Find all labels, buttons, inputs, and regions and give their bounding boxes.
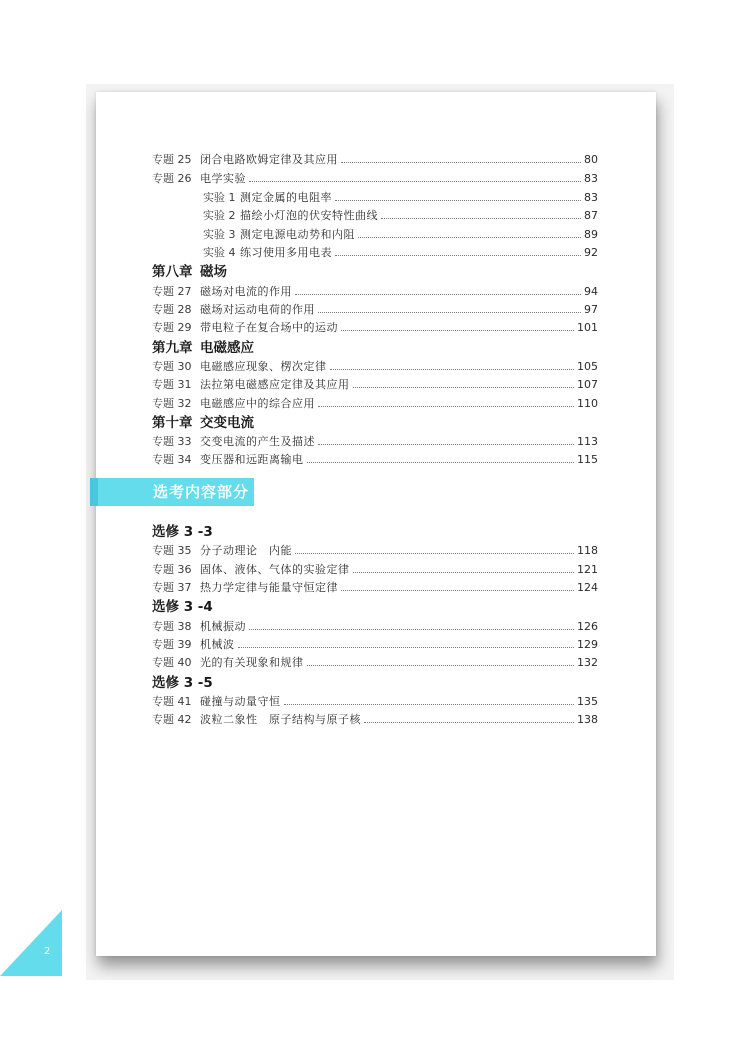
dot-leader [341,161,581,163]
toc-entry-label: 专题 38 [152,620,192,633]
dot-leader [364,721,574,723]
elective-heading[interactable]: 选修 3 -3 [152,524,213,540]
toc-subentry[interactable] [203,189,598,206]
toc-entry-title: 电磁感应中的综合应用 [200,397,315,410]
toc-entry[interactable] [152,711,598,728]
toc-entry[interactable] [152,283,598,300]
toc-entry-label: 专题 41 [152,695,192,708]
toc-entry-page: 97 [584,303,598,316]
toc-entry[interactable] [152,358,598,375]
chapter-label: 第九章 [152,340,193,356]
dot-leader [318,443,574,445]
dot-leader [341,589,574,591]
toc-entry[interactable] [152,451,598,468]
toc-entry-title: 固体、液体、气体的实验定律 [200,563,350,576]
dot-leader [341,329,574,331]
toc-entry[interactable] [152,433,598,450]
toc-entry-title: 磁场对电流的作用 [200,285,292,298]
toc-entry[interactable] [152,151,598,168]
dot-leader [358,236,581,238]
toc-entry-page: 135 [577,695,598,708]
toc-entry[interactable] [152,376,598,393]
toc-entry-page: 92 [584,246,598,259]
chapter-heading[interactable] [152,262,227,282]
section-banner: 选考内容部分 [90,478,254,506]
toc-entry[interactable] [152,319,598,336]
toc-entry-label: 专题 39 [152,638,192,651]
toc-entry-title: 电学实验 [200,172,246,185]
toc-entry-page: 132 [577,656,598,669]
toc-entry-title: 分子动理论 内能 [200,544,292,557]
toc-entry-title: 变压器和远距离输电 [200,453,304,466]
toc-entry-page: 107 [577,378,598,391]
dot-leader [295,293,581,295]
toc-entry-page: 83 [584,172,598,185]
toc-entry-label: 专题 31 [152,378,192,391]
toc-entry-label: 专题 28 [152,303,192,316]
toc-entry-title: 波粒二象性 原子结构与原子核 [200,713,361,726]
toc-subentry[interactable] [203,226,598,243]
toc-entry-title: 练习使用多用电表 [240,246,332,259]
toc-entry-label: 专题 36 [152,563,192,576]
toc-entry-label: 专题 40 [152,656,192,669]
toc-entry-label: 实验 4 [203,246,236,259]
toc-entry-page: 110 [577,397,598,410]
toc-entry-page: 126 [577,620,598,633]
toc-entry[interactable] [152,636,598,653]
toc-entry-page: 83 [584,191,598,204]
toc-entry-title: 带电粒子在复合场中的运动 [200,321,338,334]
toc-entry[interactable] [152,301,598,318]
toc-entry-page: 113 [577,435,598,448]
toc-subentry[interactable] [203,207,598,224]
elective-heading[interactable]: 选修 3 -4 [152,599,213,615]
dot-leader [249,180,581,182]
toc-entry-page: 80 [584,153,598,166]
toc-entry-page: 94 [584,285,598,298]
toc-entry[interactable] [152,618,598,635]
toc-entry-label: 专题 25 [152,153,192,166]
dot-leader [318,405,574,407]
toc-entry-title: 描绘小灯泡的伏安特性曲线 [240,209,378,222]
dot-leader [335,199,581,201]
toc-entry-label: 专题 33 [152,435,192,448]
toc-entry-page: 87 [584,209,598,222]
toc-entry-title: 热力学定律与能量守恒定律 [200,581,338,594]
dot-leader [353,386,575,388]
toc-entry-label: 专题 34 [152,453,192,466]
dot-leader [353,571,575,573]
toc-entry-page: 121 [577,563,598,576]
toc-entry-title: 测定电源电动势和内阻 [240,228,355,241]
toc-entry-page: 101 [577,321,598,334]
toc-entry-page: 115 [577,453,598,466]
toc-entry-label: 专题 29 [152,321,192,334]
dot-leader [295,552,574,554]
chapter-heading[interactable] [152,338,254,358]
dot-leader [335,254,581,256]
toc-entry-page: 118 [577,544,598,557]
toc-entry-title: 测定金属的电阻率 [240,191,332,204]
toc-entry-title: 交变电流的产生及描述 [200,435,315,448]
toc-entry[interactable] [152,542,598,559]
dot-leader [307,664,575,666]
toc-entry-label: 专题 37 [152,581,192,594]
toc-entry[interactable] [152,579,598,596]
toc-entry-label: 专题 35 [152,544,192,557]
dot-leader [249,628,574,630]
toc-entry-label: 专题 26 [152,172,192,185]
toc-entry-label: 实验 2 [203,209,236,222]
dot-leader [307,461,575,463]
toc-entry-title: 电磁感应现象、楞次定律 [200,360,327,373]
toc-entry-label: 专题 42 [152,713,192,726]
dot-leader [318,311,581,313]
toc-entry[interactable] [152,561,598,578]
toc-entry-page: 105 [577,360,598,373]
dot-leader [381,217,581,219]
elective-heading[interactable]: 选修 3 -5 [152,675,213,691]
toc-entry-title: 法拉第电磁感应定律及其应用 [200,378,350,391]
toc-entry-page: 124 [577,581,598,594]
toc-entry-page: 89 [584,228,598,241]
toc-entry-label: 实验 1 [203,191,236,204]
chapter-title: 交变电流 [200,415,254,431]
toc-subentry[interactable] [203,244,598,261]
toc-entry-title: 机械波 [200,638,235,651]
dot-leader [238,646,575,648]
toc-entry[interactable] [152,654,598,671]
page-number: 2 [44,946,51,957]
toc-entry-label: 实验 3 [203,228,236,241]
toc-entry-title: 机械振动 [200,620,246,633]
toc-entry-page: 138 [577,713,598,726]
chapter-label: 第十章 [152,415,193,431]
chapter-title: 电磁感应 [200,340,254,356]
toc-entry-title: 光的有关现象和规律 [200,656,304,669]
chapter-label: 第八章 [152,264,193,280]
dot-leader [284,703,575,705]
toc-entry[interactable] [152,170,598,187]
toc-entry[interactable] [152,395,598,412]
dot-leader [330,368,575,370]
toc-entry-label: 专题 32 [152,397,192,410]
toc-entry-title: 闭合电路欧姆定律及其应用 [200,153,338,166]
chapter-title: 磁场 [200,264,227,280]
toc-entry-label: 专题 30 [152,360,192,373]
toc-entry-page: 129 [577,638,598,651]
toc-entry[interactable] [152,693,598,710]
toc-entry-label: 专题 27 [152,285,192,298]
chapter-heading[interactable] [152,413,254,433]
toc-entry-title: 磁场对运动电荷的作用 [200,303,315,316]
toc-entry-title: 碰撞与动量守恒 [200,695,281,708]
